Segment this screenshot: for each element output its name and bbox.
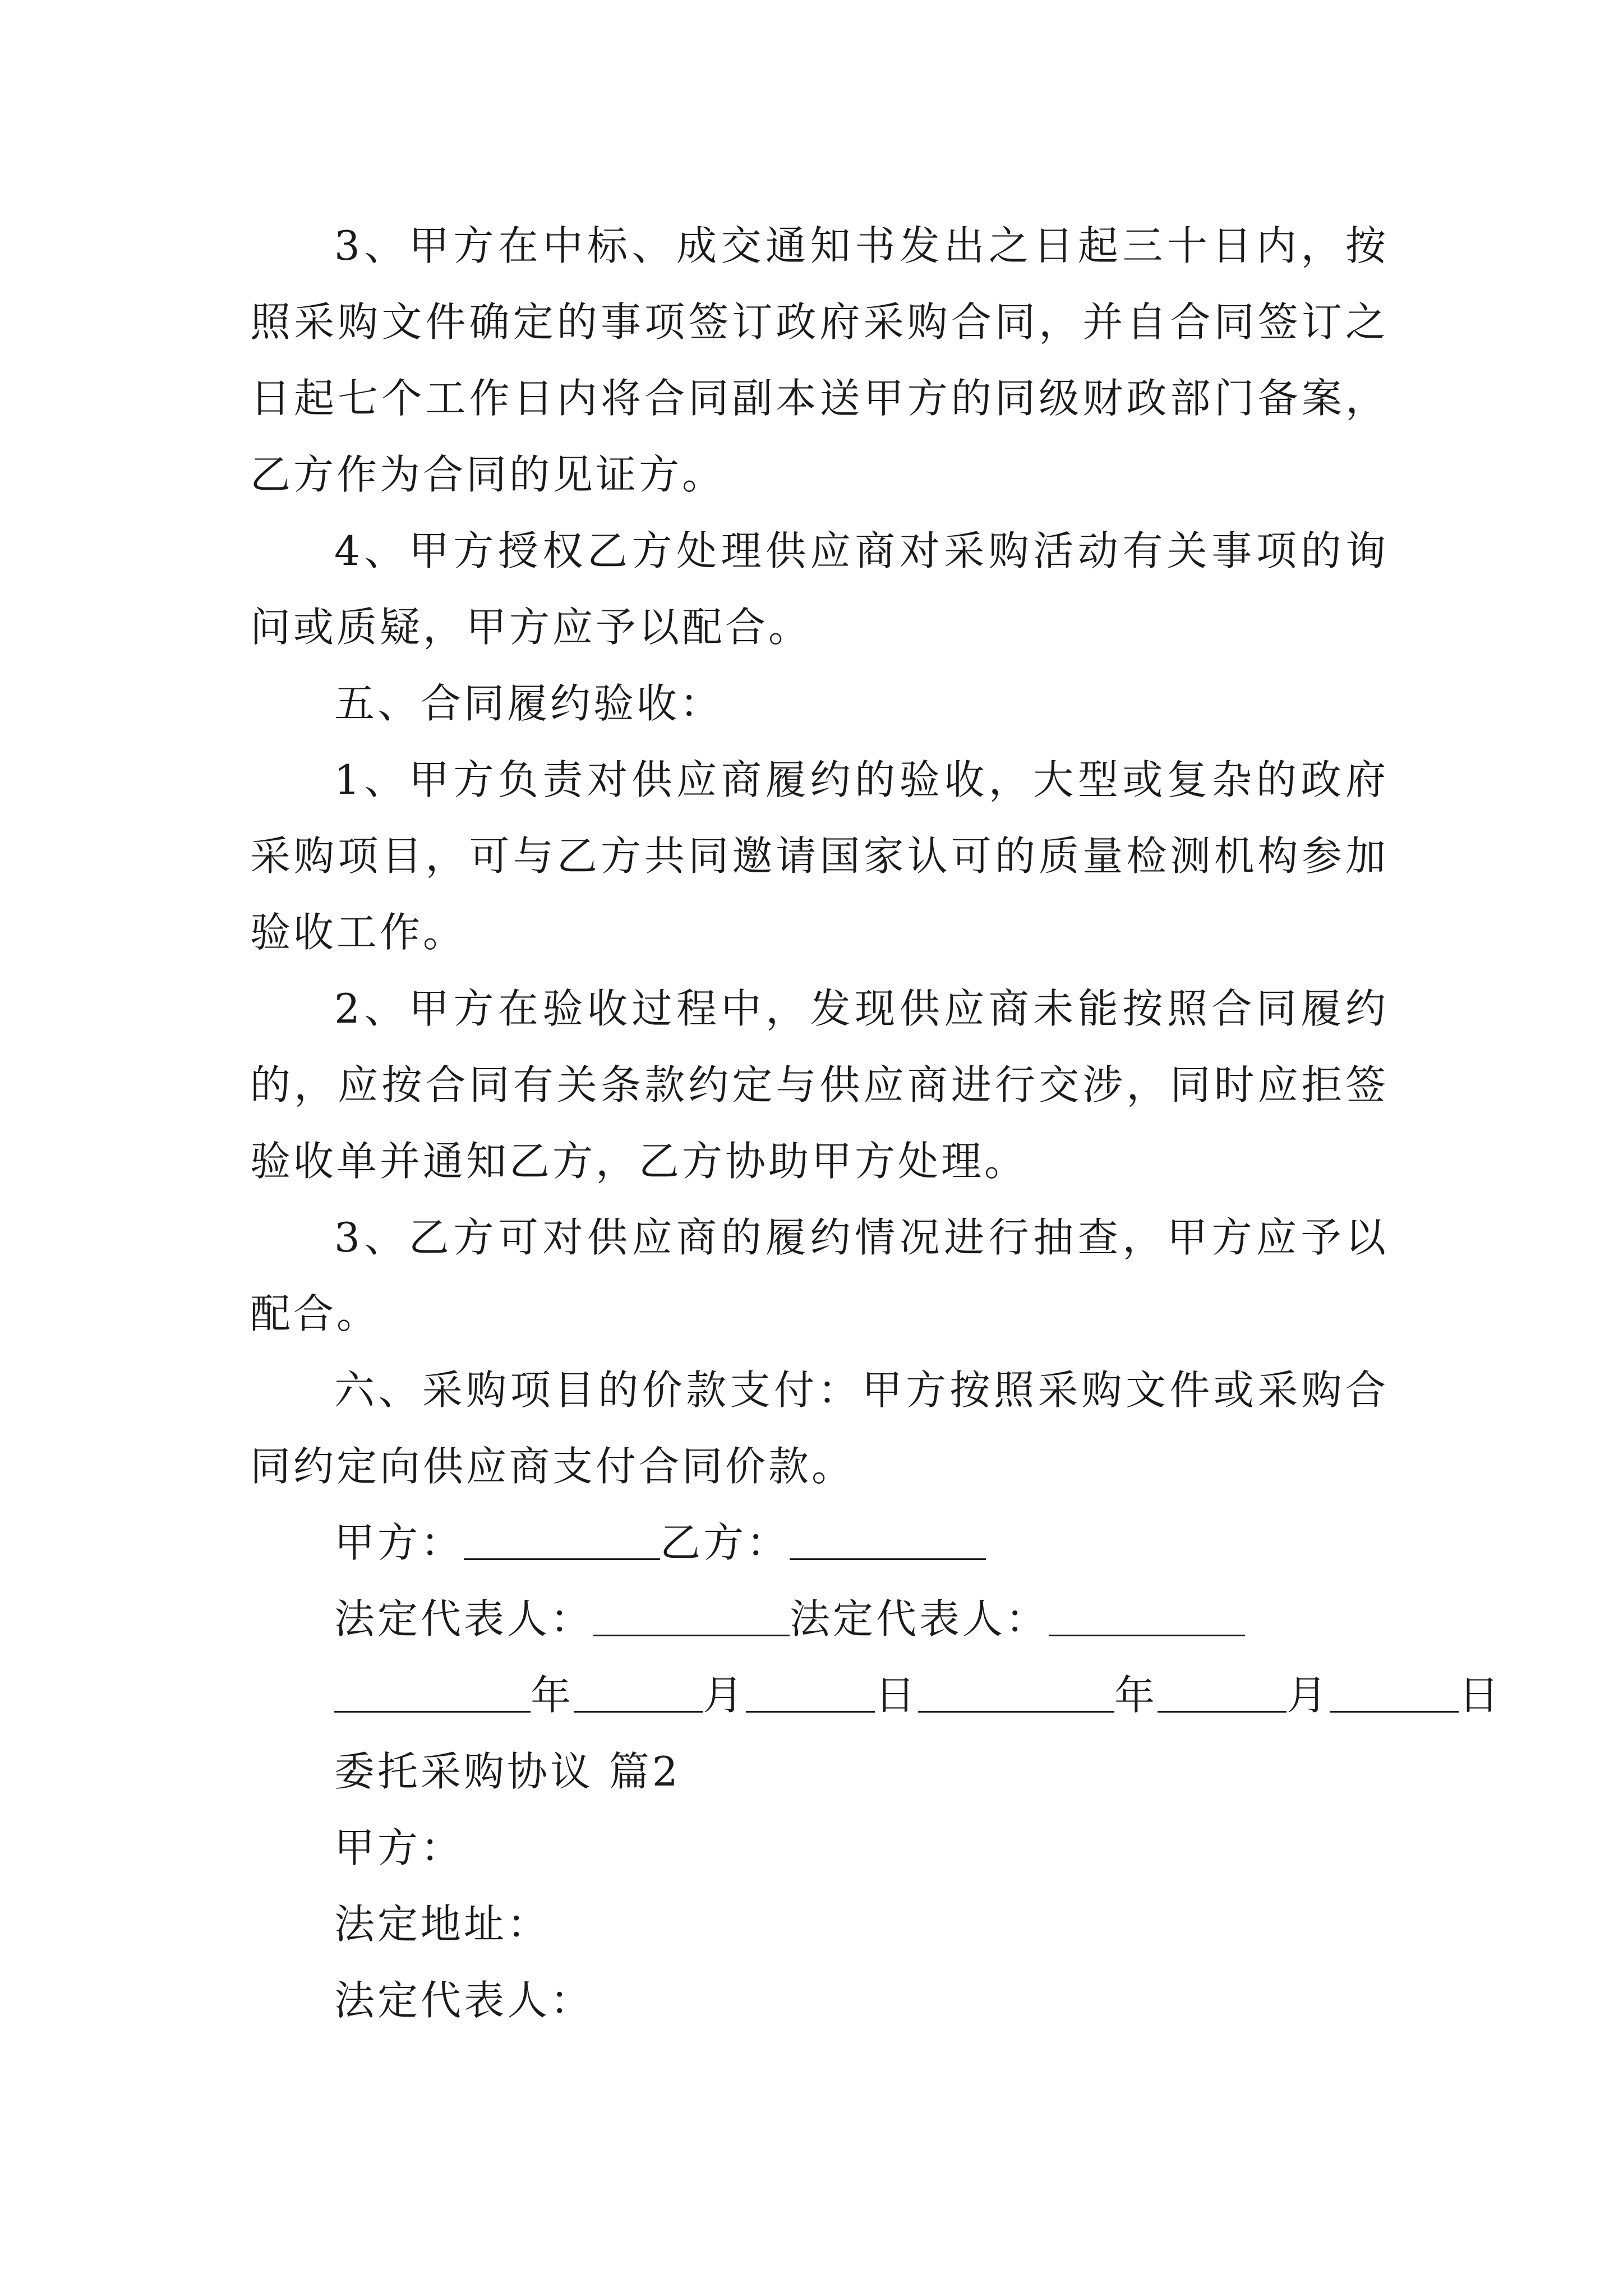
section-2-party-a: 甲方： <box>334 1824 464 1871</box>
party-a-label: 甲方： <box>334 1519 464 1566</box>
section-2-legal-address: 法定地址： <box>334 1901 551 1948</box>
section-2-title: 委托采购协议 篇2 <box>334 1748 681 1795</box>
date-line <box>250 1657 1502 1733</box>
section-6-payment: 六、采购项目的价款支付：甲方按照采购文件或采购合同约定向供应商支付合同价款。 <box>250 1366 1389 1490</box>
day-b-label: 日 <box>1459 1672 1502 1719</box>
day-b-blank <box>1330 1671 1459 1713</box>
party-b-blank <box>790 1518 986 1560</box>
legal-rep-b-blank <box>1049 1594 1245 1636</box>
clause-4-inquiries: 4、甲方授权乙方处理供应商对采购活动有关事项的询问或质疑，甲方应予以配合。 <box>250 527 1389 651</box>
legal-rep-a-blank <box>593 1594 790 1636</box>
clause-2-acceptance-process: 2、甲方在验收过程中，发现供应商未能按照合同履约的，应按合同有关条款约定与供应商进行交涉，同时应拒签验收单并通知乙方，乙方协助甲方处理。 <box>250 985 1389 1185</box>
month-b-blank <box>1158 1671 1287 1713</box>
clause-1-acceptance: 1、甲方负责对供应商履约的验收，大型或复杂的政府采购项目，可与乙方共同邀请国家认可的质量检测机构参加验收工作。 <box>250 756 1389 956</box>
year-b-blank <box>918 1671 1114 1713</box>
month-a-blank <box>574 1671 703 1713</box>
clause-3-spot-check: 3、乙方可对供应商的履约情况进行抽查，甲方应予以配合。 <box>250 1214 1389 1337</box>
day-a-label: 日 <box>875 1672 919 1719</box>
party-a-blank <box>464 1518 660 1560</box>
month-a-label: 月 <box>703 1672 746 1719</box>
section-5-heading: 五、合同履约验收： <box>334 680 723 727</box>
clause-3-contract-signing: 3、甲方在中标、成交通知书发出之日起三十日内，按照采购文件确定的事项签订政府采购合同，并自合同签订之日起七个工作日内将合同副本送甲方的同级财政部门备案，乙方作为合同的见证方。 <box>250 222 1389 498</box>
year-a-blank <box>334 1671 531 1713</box>
month-b-label: 月 <box>1287 1672 1330 1719</box>
document-body <box>250 208 1502 2039</box>
legal-rep-signature-line <box>250 1581 1389 1657</box>
year-b-label: 年 <box>1114 1672 1158 1719</box>
section-2-legal-rep: 法定代表人： <box>334 1977 594 2024</box>
legal-rep-b-label: 法定代表人： <box>790 1595 1049 1642</box>
day-a-blank <box>746 1671 875 1713</box>
party-signature-line <box>250 1504 1389 1581</box>
party-b-label: 乙方： <box>660 1519 790 1566</box>
legal-rep-a-label: 法定代表人： <box>334 1595 594 1642</box>
year-a-label: 年 <box>531 1672 574 1719</box>
